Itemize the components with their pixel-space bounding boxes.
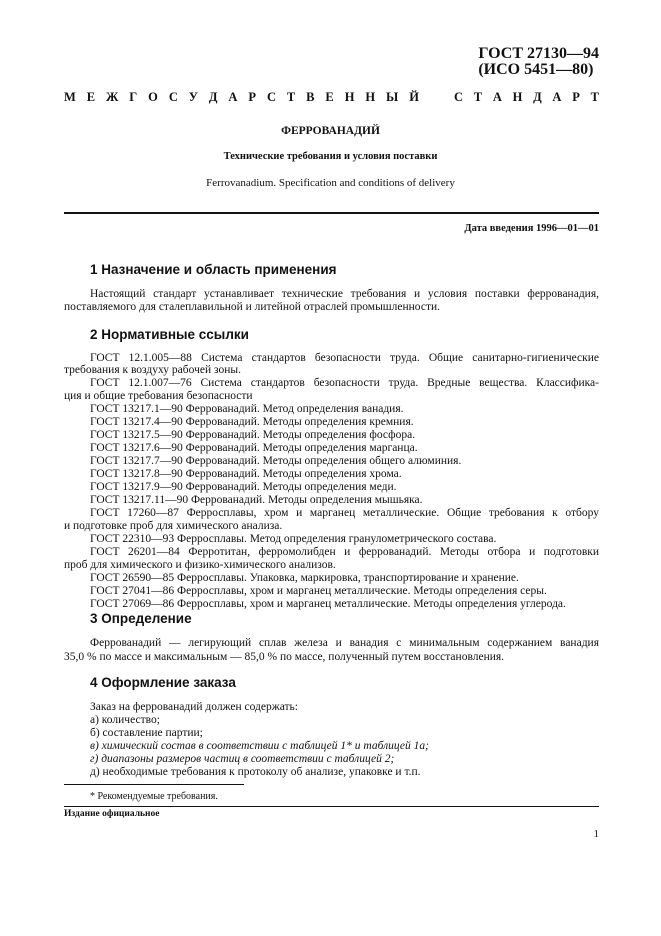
normative-reference-line: ГОСТ 13217.7—90 Феррованадий. Методы определения общего алюминия. — [90, 455, 462, 467]
order-item: б) составление партии; — [90, 727, 203, 739]
footnote-divider — [64, 784, 244, 785]
section-3-line: 35,0 % по массе и максимальным — 85,0 % по массе, полученный путем восстановления. — [64, 651, 505, 663]
section-1-heading: 1 Назначение и область применения — [90, 262, 337, 277]
normative-reference-line: ГОСТ 13217.5—90 Феррованадий. Методы определения фосфора. — [90, 429, 416, 441]
normative-reference-line: ция и общие требования безопасности — [64, 390, 253, 402]
normative-reference-line: ГОСТ 27069—86 Ферросплавы, хром и марганец металлические. Методы определения углерода. — [90, 598, 566, 610]
order-item: а) количество; — [90, 714, 160, 726]
order-intro: Заказ на феррованадий должен содержать: — [90, 701, 298, 713]
section-2-heading: 2 Нормативные ссылки — [90, 327, 249, 342]
normative-reference-line: и подготовке проб для химического анализа. — [64, 520, 283, 532]
section-1-line: Настоящий стандарт устанавливает технические требования и условия поставки феррованадия, — [90, 288, 599, 300]
normative-reference-line: ГОСТ 13217.4—90 Феррованадий. Методы определения кремния. — [90, 416, 414, 428]
section-3-line: Феррованадий — легирующий сплав железа и ванадия с минимальным содержанием ванадия — [90, 637, 599, 649]
section-1-line: поставляемого для сталеплавильной и литейной отраслей промышленности. — [64, 301, 441, 313]
order-item: г) диапазоны размеров частиц в соответствии с таблицей 2; — [90, 753, 395, 765]
normative-reference-line: ГОСТ 12.1.007—76 Система стандартов безопасности труда. Вредные вещества. Классифика- — [90, 377, 599, 389]
section-3-heading: 3 Определение — [90, 611, 192, 626]
gost-number: ГОСТ 27130—94 — [478, 45, 599, 62]
normative-reference-line: ГОСТ 22310—93 Ферросплавы. Метод определения гранулометрического состава. — [90, 533, 497, 545]
gost-identifier — [478, 46, 599, 78]
interstate-standard-banner — [64, 90, 599, 105]
iso-number: (ИСО 5451—80) — [478, 61, 594, 78]
page-number: 1 — [593, 828, 599, 840]
normative-reference-line: ГОСТ 13217.1—90 Феррованадий. Метод определения ванадия. — [90, 403, 404, 415]
normative-reference-line: ГОСТ 27041—86 Ферросплавы, хром и марганец металлические. Методы определения серы. — [90, 585, 547, 597]
order-item: в) химический состав в соответствии с таблицей 1* и таблицей 1а; — [90, 740, 429, 752]
document-subtitle: Технические требования и условия поставки — [223, 151, 438, 162]
normative-reference-line: проб для химического и физико-химического анализов. — [64, 559, 336, 571]
normative-reference-line: ГОСТ 13217.8—90 Феррованадий. Методы определения хрома. — [90, 468, 402, 480]
normative-reference-line: ГОСТ 13217.6—90 Феррованадий. Методы определения марганца. — [90, 442, 418, 454]
title-divider — [64, 212, 599, 214]
normative-reference-line: ГОСТ 13217.11—90 Феррованадий. Методы определения мышьяка. — [90, 494, 423, 506]
footer-divider — [64, 806, 599, 807]
normative-reference-line: ГОСТ 13217.9—90 Феррованадий. Методы определения меди. — [90, 481, 397, 493]
document-title: ФЕРРОВАНАДИЙ — [281, 125, 380, 137]
normative-reference-line: требования к воздуху рабочей зоны. — [64, 364, 241, 376]
introduction-date: Дата введения 1996—01—01 — [464, 223, 599, 234]
section-4-heading: 4 Оформление заказа — [90, 675, 236, 690]
english-title: Ferrovanadium. Specification and conditions of delivery — [206, 177, 455, 189]
banner-word-interstate: М Е Ж Г О С У Д А Р С Т В Е Н Н Ы Й — [64, 90, 419, 104]
normative-reference-line: ГОСТ 17260—87 Ферросплавы, хром и марганец металлические. Общие требования к отбору — [90, 507, 599, 519]
footnote: * Рекомендуемые требования. — [90, 791, 218, 802]
normative-reference-line: ГОСТ 26590—85 Ферросплавы. Упаковка, маркировка, транспортирование и хранение. — [90, 572, 519, 584]
order-item: д) необходимые требования к протоколу об анализе, упаковке и т.п. — [90, 766, 421, 778]
normative-reference-line: ГОСТ 12.1.005—88 Система стандартов безопасности труда. Общие санитарно-гигиенические — [90, 352, 599, 364]
normative-reference-line: ГОСТ 26201—84 Ферротитан, ферромолибден и феррованадий. Методы отбора и подготовки — [90, 546, 599, 558]
banner-word-standard: С Т А Н Д А Р Т — [454, 90, 599, 104]
official-edition-label: Издание официальное — [64, 809, 160, 819]
